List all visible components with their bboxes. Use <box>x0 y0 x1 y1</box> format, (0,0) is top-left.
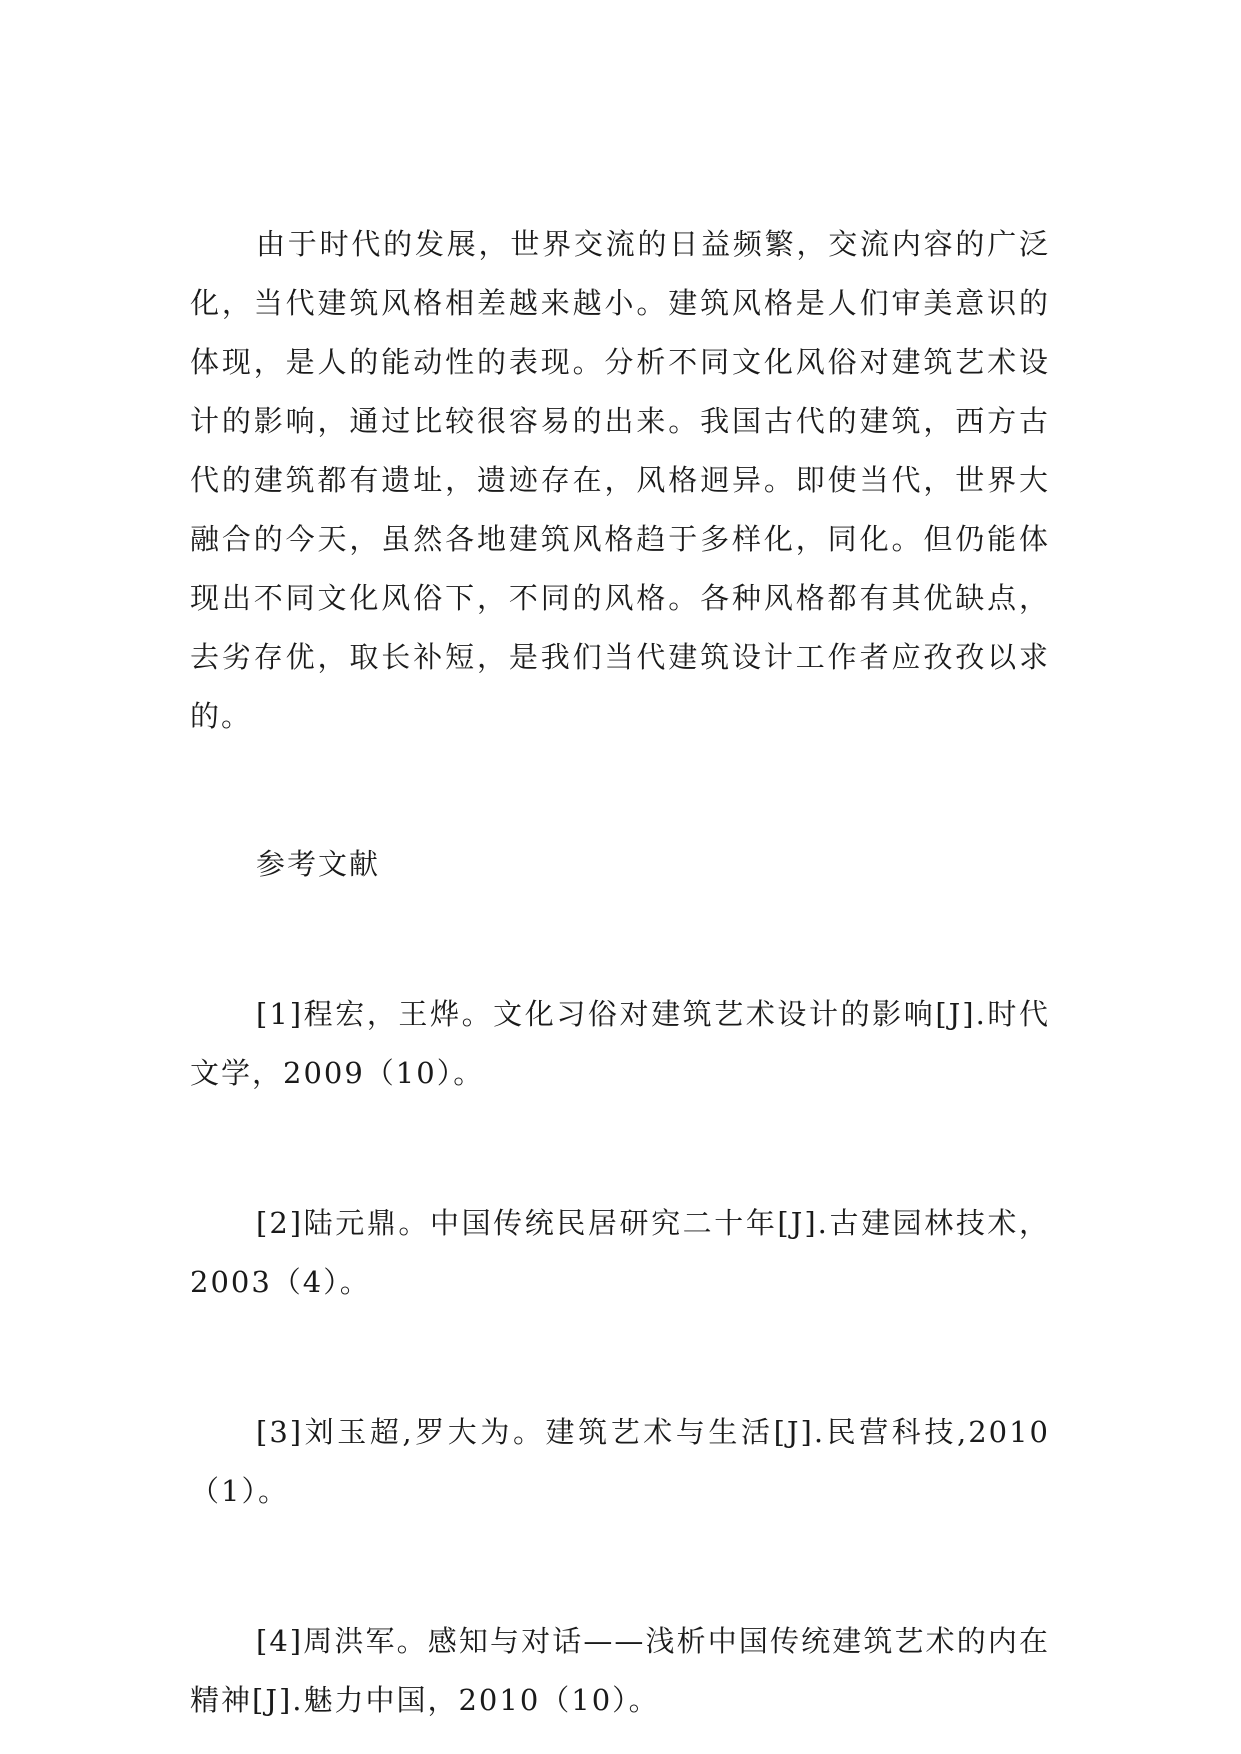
spacer <box>190 894 1050 985</box>
body-paragraph: 由于时代的发展，世界交流的日益频繁，交流内容的广泛化，当代建筑风格相差越来越小。建筑风格是人们审美意识的体现，是人的能动性的表现。分析不同文化风俗对建筑艺术设计的影响，通过比较很容易的出来。我国古代的建筑，西方古代的建筑都有遗址，遗迹存在，风格迥异。即使当代，世界大融合的今天，虽然各地建筑风格趋于多样化，同化。但仍能体现出不同文化风俗下，不同的风格。各种风格都有其优缺点，去劣存优，取长补短，是我们当代建筑设计工作者应孜孜以求的。 <box>190 227 1050 733</box>
reference-item-3: [3]刘玉超,罗大为。建筑艺术与生活[J].民营科技,2010（1）。 <box>190 1415 1050 1508</box>
spacer <box>190 1103 1050 1194</box>
spacer <box>190 1521 1050 1612</box>
spacer <box>190 746 1050 835</box>
reference-item-1: [1]程宏，王烨。文化习俗对建筑艺术设计的影响[J].时代文学，2009（10）。 <box>190 997 1050 1090</box>
spacer <box>190 1312 1050 1403</box>
document-content <box>190 215 1050 1730</box>
reference-item-4: [4]周洪军。感知与对话——浅析中国传统建筑艺术的内在精神[J].魅力中国，2010（10）。 <box>190 1624 1050 1717</box>
references-heading: 参考文献 <box>256 847 381 881</box>
reference-item-2: [2]陆元鼎。中国传统民居研究二十年[J].古建园林技术，2003（4）。 <box>190 1206 1050 1299</box>
